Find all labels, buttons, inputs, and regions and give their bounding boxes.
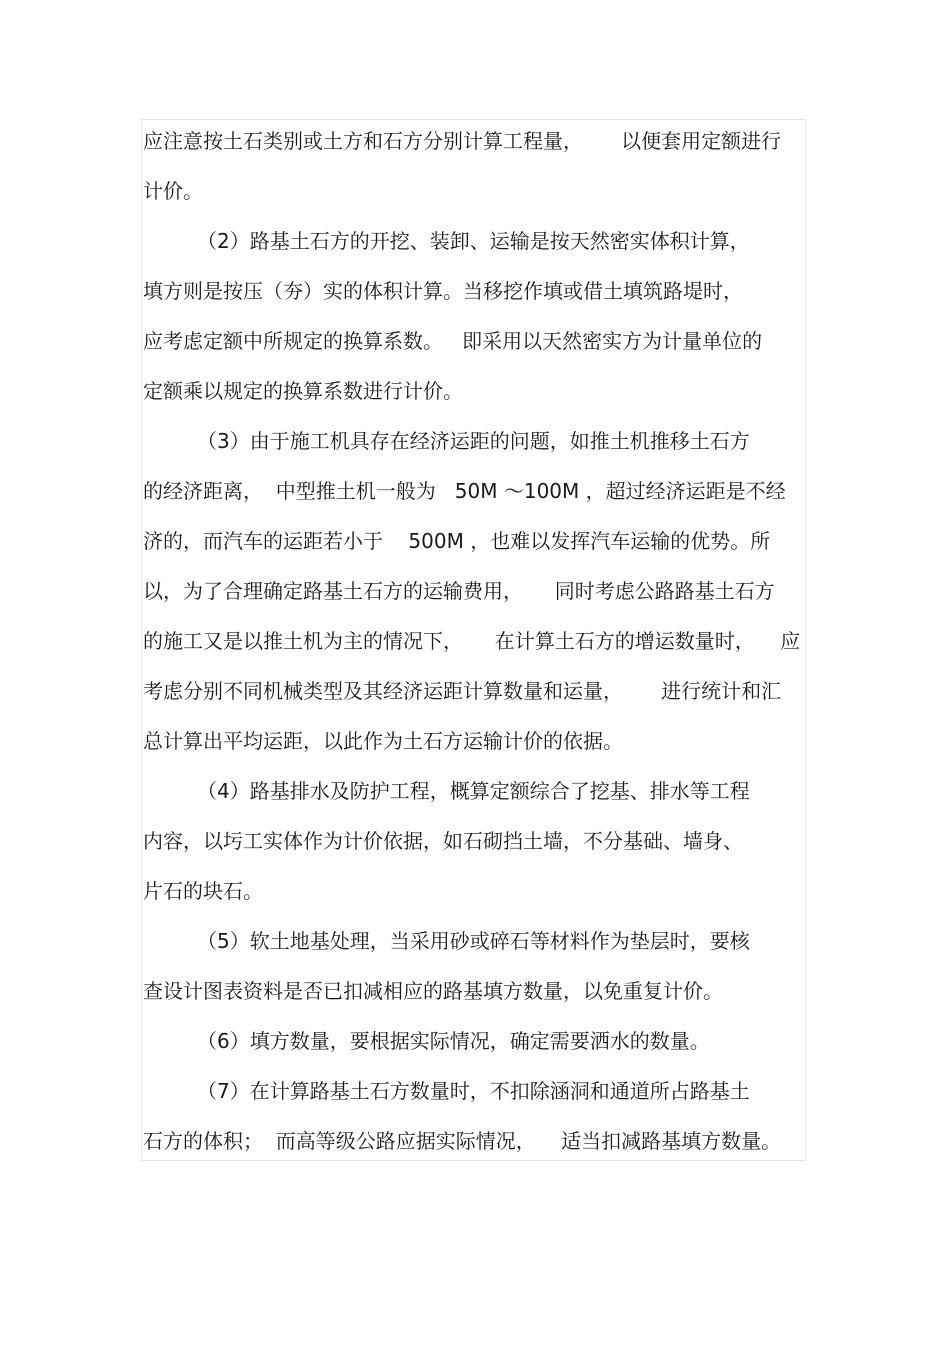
document-body xyxy=(143,118,813,1168)
text-line: 应考虑定额中所规定的换算系数。 即采用以天然密实方为计量单位的 xyxy=(143,329,763,353)
paragraph-3-start: （3）由于施工机具存在经济运距的问题，如推土机推移土石方 xyxy=(197,429,750,453)
text-line: 以，为了合理确定路基土石方的运输费用， 同时考虑公路路基土石方 xyxy=(143,579,775,603)
text-line: 定额乘以规定的换算系数进行计价。 xyxy=(143,379,463,403)
text-line: 的经济距离， 中型推土机一般为 50M ～100M ，超过经济运距是不经 xyxy=(143,479,786,503)
text-line: 石方的体积； 而高等级公路应据实际情况， 适当扣减路基填方数量。 xyxy=(143,1129,782,1153)
text-line: 片石的块石。 xyxy=(143,879,263,903)
text-line: 查设计图表资料是否已扣减相应的路基填方数量，以免重复计价。 xyxy=(143,979,723,1003)
text-line: 计价。 xyxy=(143,179,203,203)
text-line: 的施工又是以推土机为主的情况下， 在计算土石方的增运数量时， 应 xyxy=(143,629,801,653)
paragraph-4-start: （4）路基排水及防护工程，概算定额综合了挖基、排水等工程 xyxy=(197,779,750,803)
text-line: 考虑分别不同机械类型及其经济运距计算数量和运量， 进行统计和汇 xyxy=(143,679,782,703)
paragraph-7-start: （7）在计算路基土石方数量时，不扣除涵洞和通道所占路基土 xyxy=(197,1079,750,1103)
text-line: 应注意按土石类别或土方和石方分别计算工程量， 以便套用定额进行 xyxy=(143,129,782,153)
text-line: 济的，而汽车的运距若小于 500M ，也难以发挥汽车运输的优势。所 xyxy=(143,529,771,553)
text-line: 总计算出平均运距，以此作为土石方运输计价的依据。 xyxy=(143,729,623,753)
paragraph-6: （6）填方数量，要根据实际情况，确定需要洒水的数量。 xyxy=(197,1029,710,1053)
text-line: 内容，以圬工实体作为计价依据，如石砌挡土墙，不分基础、墙身、 xyxy=(143,829,743,853)
text-line: 填方则是按压（夯）实的体积计算。当移挖作填或借土填筑路堤时， xyxy=(143,279,743,303)
paragraph-2-start: （2）路基土石方的开挖、装卸、运输是按天然密实体积计算， xyxy=(197,229,750,253)
paragraph-5-start: （5）软土地基处理，当采用砂或碎石等材料作为垫层时，要核 xyxy=(197,929,750,953)
